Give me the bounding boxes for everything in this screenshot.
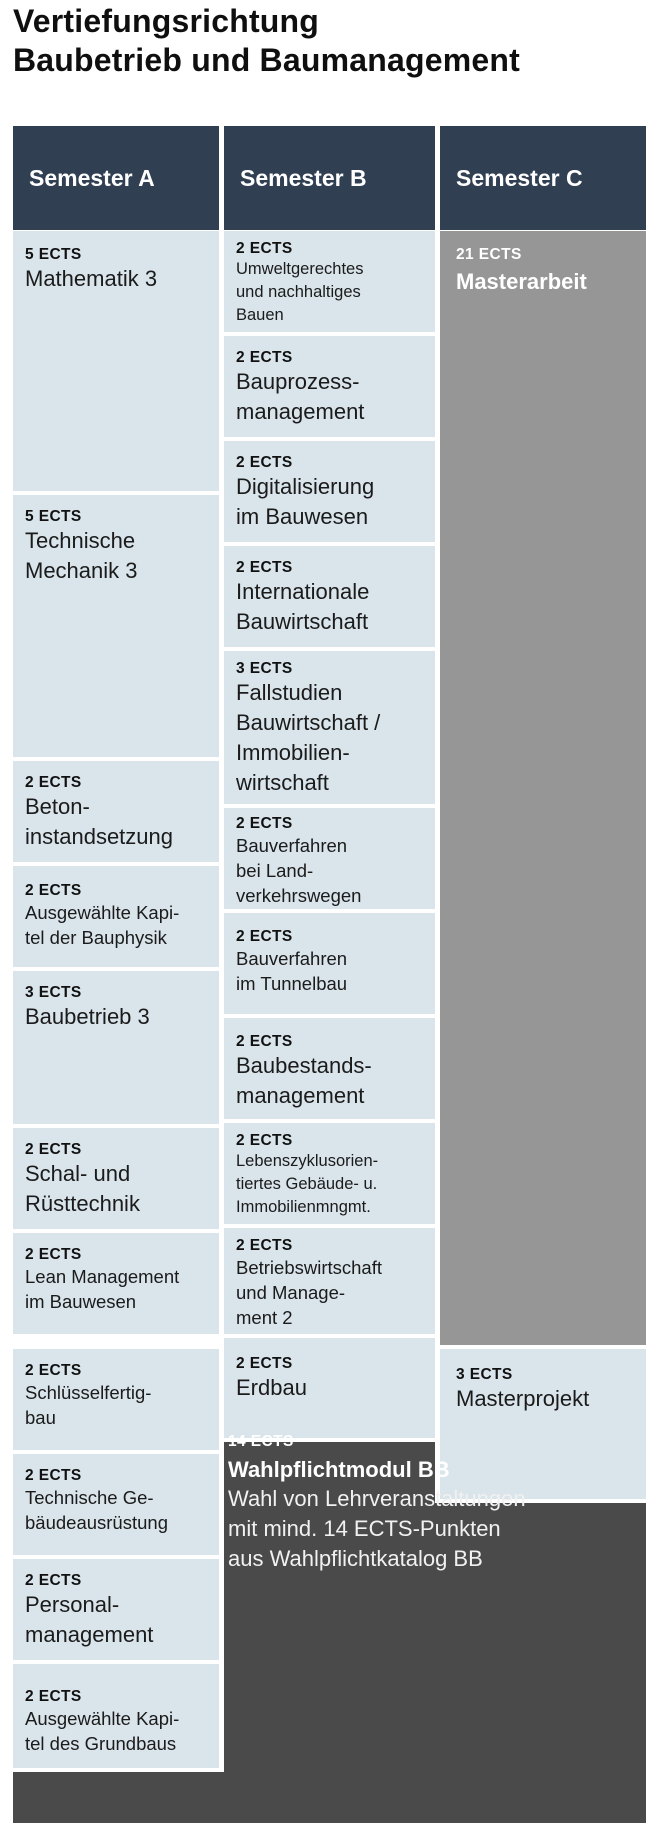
ects-label: 2 ECTS xyxy=(25,1467,82,1484)
course-name: Erdbau xyxy=(236,1375,307,1400)
header-semester-c: Semester C xyxy=(440,126,646,230)
ects-label: 2 ECTS xyxy=(25,1572,82,1589)
course-internationale-bauwirtschaft[interactable] xyxy=(224,546,435,647)
course-name: Personal- management xyxy=(25,1592,154,1647)
course-personalmanagement[interactable] xyxy=(13,1559,219,1660)
course-name: Bauverfahren bei Land- verkehrswegen xyxy=(236,835,362,906)
wahlpflicht-area-bottom xyxy=(13,1772,224,1823)
course-baubestandsmanagement[interactable] xyxy=(224,1018,435,1119)
course-betriebswirtschaft-management-2[interactable] xyxy=(224,1228,435,1334)
course-technische-mechanik-3[interactable] xyxy=(13,495,219,757)
course-baubetrieb-3[interactable] xyxy=(13,971,219,1124)
course-name: Schlüsselfertig- bau xyxy=(25,1382,152,1428)
course-name: Baubestands- management xyxy=(236,1053,372,1108)
ects-label: 3 ECTS xyxy=(236,660,293,677)
course-name: Umweltgerechtes und nachhaltiges Bauen xyxy=(236,260,364,324)
ects-label: 5 ECTS xyxy=(25,246,82,263)
ects-label: 2 ECTS xyxy=(236,815,293,832)
course-lean-management[interactable] xyxy=(13,1233,219,1334)
course-name: Technische Ge- bäudeausrüstung xyxy=(25,1487,168,1533)
course-name: Internationale Bauwirtschaft xyxy=(236,579,370,634)
course-schluesselfertigbau[interactable] xyxy=(13,1349,219,1450)
masterarbeit-title: Masterarbeit xyxy=(456,269,587,294)
ects-label: 2 ECTS xyxy=(25,774,82,791)
masterarbeit-block[interactable] xyxy=(440,231,646,1345)
wahlpflicht-title: Wahlpflichtmodul BB xyxy=(228,1457,450,1482)
course-name: Masterprojekt xyxy=(456,1386,590,1411)
course-mathematik-3[interactable] xyxy=(13,231,219,491)
course-name: Lebenszyklusorien- tiertes Gebäude- u. Immobilienmngmt. xyxy=(236,1152,379,1216)
course-bauverfahren-tunnelbau[interactable] xyxy=(224,913,435,1014)
course-name: Ausgewählte Kapi- tel der Bauphysik xyxy=(25,902,180,948)
course-schal-und-ruesttechnik[interactable] xyxy=(13,1128,219,1229)
ects-label: 14 ECTS xyxy=(228,1433,294,1450)
course-name: Digitalisierung im Bauwesen xyxy=(236,474,375,529)
wahlpflicht-module[interactable] xyxy=(228,1432,568,1574)
course-name: Ausgewählte Kapi- tel des Grundbaus xyxy=(25,1708,180,1754)
ects-label: 2 ECTS xyxy=(236,1355,293,1372)
ects-label: 21 ECTS xyxy=(456,246,522,263)
course-bauprozessmanagement[interactable] xyxy=(224,336,435,437)
ects-label: 2 ECTS xyxy=(25,1246,82,1263)
ects-label: 2 ECTS xyxy=(25,1362,82,1379)
ects-label: 3 ECTS xyxy=(25,984,82,1001)
ects-label: 2 ECTS xyxy=(25,1141,82,1158)
ects-label: 2 ECTS xyxy=(236,1033,293,1050)
ects-label: 5 ECTS xyxy=(25,508,82,525)
course-ausgewaehlte-kapitel-grundbau[interactable] xyxy=(13,1664,219,1768)
course-erdbau[interactable] xyxy=(224,1338,435,1438)
course-bauverfahren-landverkehrswege[interactable] xyxy=(224,808,435,909)
course-ausgewaehlte-kapitel-bauphysik[interactable] xyxy=(13,866,219,967)
course-lebenszyklus-immobilienmanagement[interactable] xyxy=(224,1123,435,1224)
ects-label: 2 ECTS xyxy=(236,928,293,945)
ects-label: 2 ECTS xyxy=(236,454,293,471)
course-digitalisierung[interactable] xyxy=(224,441,435,542)
course-name: Beton- instandsetzung xyxy=(25,794,173,849)
ects-label: 2 ECTS xyxy=(236,1132,293,1149)
course-name: Mathematik 3 xyxy=(25,266,158,291)
wahlpflicht-description: Wahl von Lehrveranstaltungen mit mind. 14 ECTS-Punkten aus Wahlpflichtkatalog BB xyxy=(228,1486,526,1571)
course-name: Technische Mechanik 3 xyxy=(25,528,138,583)
course-name: Bauprozess- management xyxy=(236,369,365,424)
page-title: Vertiefungsrichtung Baubetrieb und Baumanagement xyxy=(13,3,521,78)
header-semester-a: Semester A xyxy=(13,126,219,230)
course-technische-gebaeudeausruestung[interactable] xyxy=(13,1454,219,1555)
course-name: Baubetrieb 3 xyxy=(25,1004,150,1029)
ects-label: 2 ECTS xyxy=(25,882,82,899)
course-umweltgerechtes-bauen[interactable] xyxy=(224,231,435,332)
course-name: Bauverfahren im Tunnelbau xyxy=(236,948,348,994)
course-name: Betriebswirtschaft und Manage- ment 2 xyxy=(236,1257,382,1328)
ects-label: 2 ECTS xyxy=(25,1688,82,1705)
course-betoninstandsetzung[interactable] xyxy=(13,761,219,862)
ects-label: 2 ECTS xyxy=(236,349,293,366)
course-name: Lean Management im Bauwesen xyxy=(25,1266,180,1312)
course-fallstudien[interactable] xyxy=(224,651,435,804)
header-semester-b: Semester B xyxy=(224,126,435,230)
course-name: Schal- und Rüsttechnik xyxy=(25,1161,140,1216)
ects-label: 2 ECTS xyxy=(236,1237,293,1254)
course-name: Fallstudien Bauwirtschaft / Immobilien- wirtschaft xyxy=(236,680,381,795)
ects-label: 2 ECTS xyxy=(236,559,293,576)
ects-label: 2 ECTS xyxy=(236,240,293,257)
ects-label: 3 ECTS xyxy=(456,1366,513,1383)
